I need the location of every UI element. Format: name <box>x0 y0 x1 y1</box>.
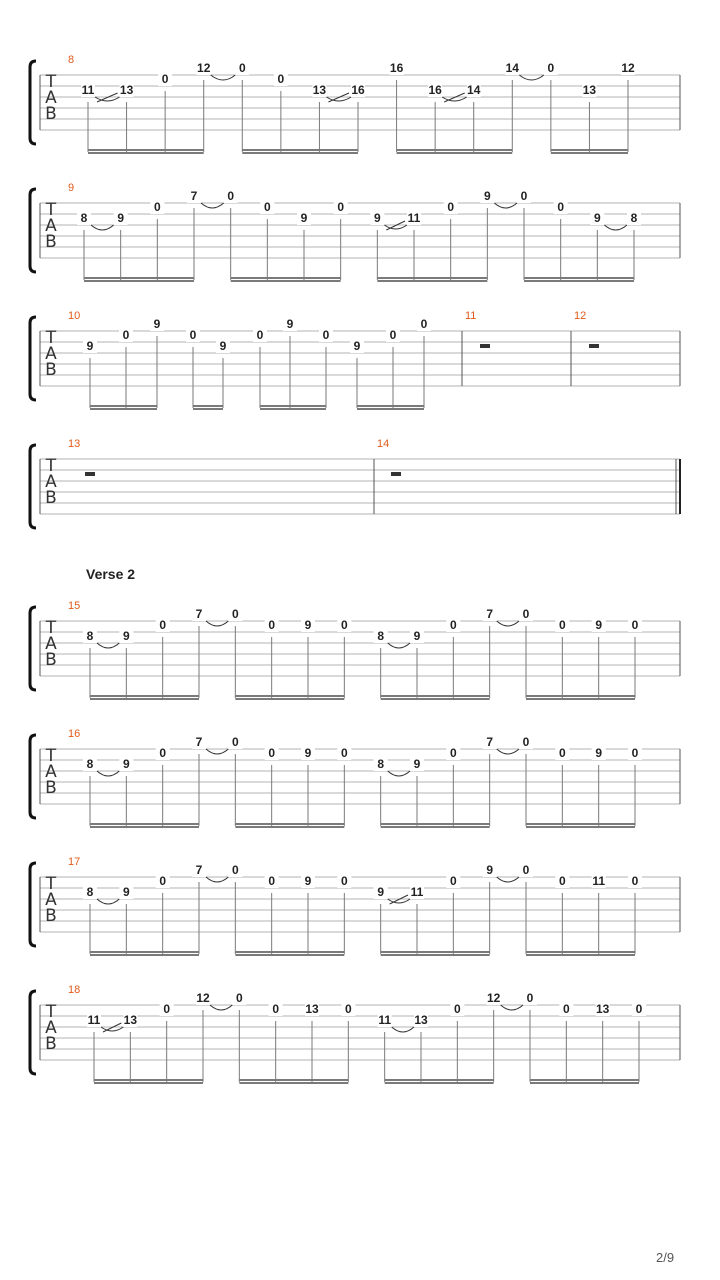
beam <box>242 149 358 151</box>
tie-arc <box>206 621 228 626</box>
beam <box>260 405 326 407</box>
fret-number: 7 <box>190 189 198 203</box>
tie-arc <box>494 203 517 208</box>
fret-number: 0 <box>337 200 345 214</box>
beam <box>235 695 344 697</box>
system-bracket <box>30 445 36 528</box>
measure-number: 11 <box>465 310 477 322</box>
fret-number: 11 <box>410 885 424 899</box>
fret-number: 12 <box>196 991 210 1005</box>
tab-clef-letter: A <box>45 762 57 782</box>
beam <box>381 695 490 697</box>
tab-clef-letter: A <box>45 344 57 364</box>
beam <box>526 954 635 956</box>
tab-clef-letter: A <box>45 88 57 108</box>
fret-number: 0 <box>238 61 246 75</box>
tie-arc <box>210 1005 232 1010</box>
tab-clef-letter: B <box>45 104 57 124</box>
beam <box>385 1082 494 1084</box>
fret-number: 14 <box>467 83 481 97</box>
measure-number: 14 <box>377 438 390 450</box>
beam <box>88 149 204 151</box>
fret-number: 0 <box>159 618 167 632</box>
system-bracket <box>30 991 36 1074</box>
beam <box>90 954 199 956</box>
fret-number: 9 <box>304 746 312 760</box>
tab-clef-letter: T <box>45 874 57 894</box>
fret-number: 8 <box>630 211 638 225</box>
fret-number: 13 <box>595 1002 610 1016</box>
fret-number: 0 <box>256 328 264 342</box>
measure-number: 10 <box>68 310 81 322</box>
beam <box>235 954 344 956</box>
beam <box>94 1079 203 1081</box>
tab-clef-letter: T <box>45 746 57 766</box>
fret-number: 0 <box>231 735 239 749</box>
fret-number: 0 <box>344 1002 352 1016</box>
fret-number: 13 <box>312 83 327 97</box>
tab-clef-letter: A <box>45 1018 57 1038</box>
whole-rest <box>589 344 599 348</box>
beam <box>381 823 490 825</box>
fret-number: 16 <box>428 83 442 97</box>
tab-clef-letter: B <box>45 778 57 798</box>
tab-clef-letter: A <box>45 890 57 910</box>
beam <box>239 1082 348 1084</box>
fret-number: 0 <box>562 1002 570 1016</box>
system-bracket <box>30 607 36 690</box>
fret-number: 9 <box>377 885 385 899</box>
fret-number: 0 <box>547 61 555 75</box>
fret-number: 0 <box>263 200 271 214</box>
fret-number: 9 <box>86 339 94 353</box>
fret-number: 0 <box>449 746 457 760</box>
fret-number: 9 <box>122 885 130 899</box>
tab-clef-letter: T <box>45 618 57 638</box>
tie-arc <box>392 1027 414 1032</box>
fret-number: 11 <box>407 211 421 225</box>
beam <box>530 1079 639 1081</box>
tie-arc <box>206 749 228 754</box>
system-bracket <box>30 317 36 400</box>
fret-number: 0 <box>322 328 330 342</box>
tie-arc <box>201 203 224 208</box>
tie-arc <box>97 899 119 904</box>
fret-number: 9 <box>304 874 312 888</box>
fret-number: 0 <box>227 189 235 203</box>
fret-number: 0 <box>340 618 348 632</box>
fret-number: 0 <box>447 200 455 214</box>
fret-number: 0 <box>557 200 565 214</box>
fret-number: 9 <box>486 863 494 877</box>
tie-arc <box>211 75 236 80</box>
fret-number: 0 <box>558 746 566 760</box>
tie-arc <box>388 643 410 648</box>
fret-number: 0 <box>558 618 566 632</box>
fret-number: 0 <box>272 1002 280 1016</box>
tab-clef-letter: T <box>45 456 57 476</box>
fret-number: 7 <box>195 863 203 877</box>
fret-number: 11 <box>378 1013 392 1027</box>
tab-clef-letter: B <box>45 650 57 670</box>
system-bracket <box>30 61 36 144</box>
fret-number: 9 <box>595 746 603 760</box>
beam <box>90 698 199 700</box>
fret-number: 7 <box>195 735 203 749</box>
beam <box>231 277 341 279</box>
system-bracket <box>30 189 36 272</box>
fret-number: 0 <box>268 746 276 760</box>
tab-clef-letter: B <box>45 906 57 926</box>
beam <box>90 951 199 953</box>
tie-arc <box>497 621 519 626</box>
section-label: Verse 2 <box>86 566 136 582</box>
measure-number: 8 <box>68 54 75 66</box>
fret-number: 9 <box>286 317 294 331</box>
fret-number: 0 <box>340 874 348 888</box>
tab-clef-letter: B <box>45 232 57 252</box>
beam <box>239 1079 348 1081</box>
fret-number: 14 <box>505 61 519 75</box>
fret-number: 0 <box>231 863 239 877</box>
beam <box>235 951 344 953</box>
whole-rest <box>391 472 401 476</box>
fret-number: 0 <box>159 874 167 888</box>
tie-arc <box>497 749 519 754</box>
fret-number: 8 <box>86 757 94 771</box>
fret-number: 0 <box>520 189 528 203</box>
system-bracket <box>30 735 36 818</box>
tie-arc <box>604 225 627 230</box>
tie-arc <box>388 771 410 776</box>
beam <box>526 695 635 697</box>
beam <box>90 826 199 828</box>
fret-number: 0 <box>635 1002 643 1016</box>
fret-number: 8 <box>377 757 385 771</box>
measure-number: 13 <box>68 438 81 450</box>
fret-number: 13 <box>123 1013 138 1027</box>
fret-number: 8 <box>377 629 385 643</box>
fret-number: 13 <box>305 1002 319 1016</box>
fret-number: 11 <box>87 1013 101 1027</box>
beam <box>88 152 204 154</box>
fret-number: 16 <box>389 61 404 75</box>
tab-clef-letter: T <box>45 200 57 220</box>
fret-number: 0 <box>231 607 239 621</box>
beam <box>90 823 199 825</box>
fret-number: 13 <box>414 1013 428 1027</box>
fret-number: 7 <box>486 607 494 621</box>
beam <box>381 698 490 700</box>
fret-number: 9 <box>117 211 125 225</box>
beam <box>84 280 194 282</box>
measure-number: 15 <box>68 600 81 612</box>
fret-number: 0 <box>526 991 534 1005</box>
fret-number: 0 <box>449 618 457 632</box>
fret-number: 0 <box>189 328 197 342</box>
fret-number: 9 <box>373 211 381 225</box>
fret-number: 0 <box>340 746 348 760</box>
beam <box>551 149 628 151</box>
fret-number: 9 <box>353 339 361 353</box>
fret-number: 0 <box>153 200 161 214</box>
beam <box>381 954 490 956</box>
fret-number: 0 <box>631 746 639 760</box>
measure-number: 12 <box>574 310 587 322</box>
fret-number: 13 <box>582 83 597 97</box>
fret-number: 9 <box>122 757 130 771</box>
beam <box>381 951 490 953</box>
beam <box>526 698 635 700</box>
beam <box>84 277 194 279</box>
fret-number: 9 <box>304 618 312 632</box>
fret-number: 0 <box>453 1002 461 1016</box>
beam <box>260 408 326 410</box>
fret-number: 0 <box>277 72 285 86</box>
fret-number: 9 <box>122 629 130 643</box>
measure-number: 18 <box>68 984 81 996</box>
fret-number: 7 <box>486 735 494 749</box>
beam <box>357 408 424 410</box>
tab-clef-letter: A <box>45 472 57 492</box>
tab-clef-letter: A <box>45 216 57 236</box>
fret-number: 0 <box>449 874 457 888</box>
beam <box>397 149 513 151</box>
beam <box>235 698 344 700</box>
beam <box>377 277 487 279</box>
fret-number: 9 <box>483 189 491 203</box>
fret-number: 11 <box>592 874 606 888</box>
fret-number: 0 <box>122 328 130 342</box>
tie-arc <box>97 771 119 776</box>
tie-arc <box>91 225 114 230</box>
beam <box>530 1082 639 1084</box>
fret-number: 16 <box>351 83 365 97</box>
measure-number: 16 <box>68 728 81 740</box>
beam <box>524 277 634 279</box>
beam <box>94 1082 203 1084</box>
fret-number: 12 <box>486 991 501 1005</box>
fret-number: 0 <box>631 618 639 632</box>
fret-number: 8 <box>86 885 94 899</box>
beam <box>193 405 223 407</box>
tab-clef-letter: A <box>45 634 57 654</box>
beam <box>524 280 634 282</box>
fret-number: 0 <box>268 874 276 888</box>
fret-number: 0 <box>161 72 169 86</box>
fret-number: 0 <box>522 735 530 749</box>
fret-number: 7 <box>195 607 203 621</box>
beam <box>357 405 424 407</box>
system-bracket <box>30 863 36 946</box>
whole-rest <box>85 472 95 476</box>
fret-number: 9 <box>153 317 161 331</box>
beam <box>90 408 157 410</box>
tab-clef-letter: T <box>45 1002 57 1022</box>
tie-arc <box>97 643 119 648</box>
measure-number: 9 <box>68 182 75 194</box>
fret-number: 9 <box>413 757 421 771</box>
beam <box>551 152 628 154</box>
tie-arc <box>206 877 228 882</box>
measure-number: 17 <box>68 856 81 868</box>
fret-number: 8 <box>80 211 88 225</box>
beam <box>235 826 344 828</box>
beam <box>90 405 157 407</box>
beam <box>526 951 635 953</box>
fret-number: 0 <box>159 746 167 760</box>
beam <box>193 408 223 410</box>
fret-number: 0 <box>420 317 428 331</box>
fret-number: 12 <box>621 61 635 75</box>
tab-clef-letter: T <box>45 72 57 92</box>
fret-number: 0 <box>558 874 566 888</box>
beam <box>397 152 513 154</box>
fret-number: 0 <box>631 874 639 888</box>
fret-number: 9 <box>413 629 421 643</box>
fret-number: 0 <box>522 863 530 877</box>
tie-arc <box>519 75 544 80</box>
fret-number: 9 <box>300 211 308 225</box>
tab-clef-letter: B <box>45 488 57 508</box>
whole-rest <box>480 344 490 348</box>
beam <box>526 823 635 825</box>
fret-number: 0 <box>389 328 397 342</box>
fret-number: 13 <box>119 83 134 97</box>
tab-clef-letter: B <box>45 360 57 380</box>
beam <box>377 280 487 282</box>
fret-number: 0 <box>268 618 276 632</box>
beam <box>90 695 199 697</box>
beam <box>231 280 341 282</box>
fret-number: 9 <box>593 211 601 225</box>
tab-clef-letter: T <box>45 328 57 348</box>
tie-arc <box>497 877 519 882</box>
fret-number: 11 <box>81 83 95 97</box>
tab-clef-letter: B <box>45 1034 57 1054</box>
fret-number: 12 <box>197 61 211 75</box>
fret-number: 0 <box>522 607 530 621</box>
beam <box>385 1079 494 1081</box>
beam <box>381 826 490 828</box>
beam <box>242 152 358 154</box>
fret-number: 9 <box>595 618 603 632</box>
beam <box>235 823 344 825</box>
fret-number: 0 <box>235 991 243 1005</box>
page-number: 2/9 <box>656 1250 675 1265</box>
tie-arc <box>501 1005 523 1010</box>
fret-number: 0 <box>163 1002 171 1016</box>
fret-number: 9 <box>219 339 227 353</box>
fret-number: 8 <box>86 629 94 643</box>
beam <box>526 826 635 828</box>
